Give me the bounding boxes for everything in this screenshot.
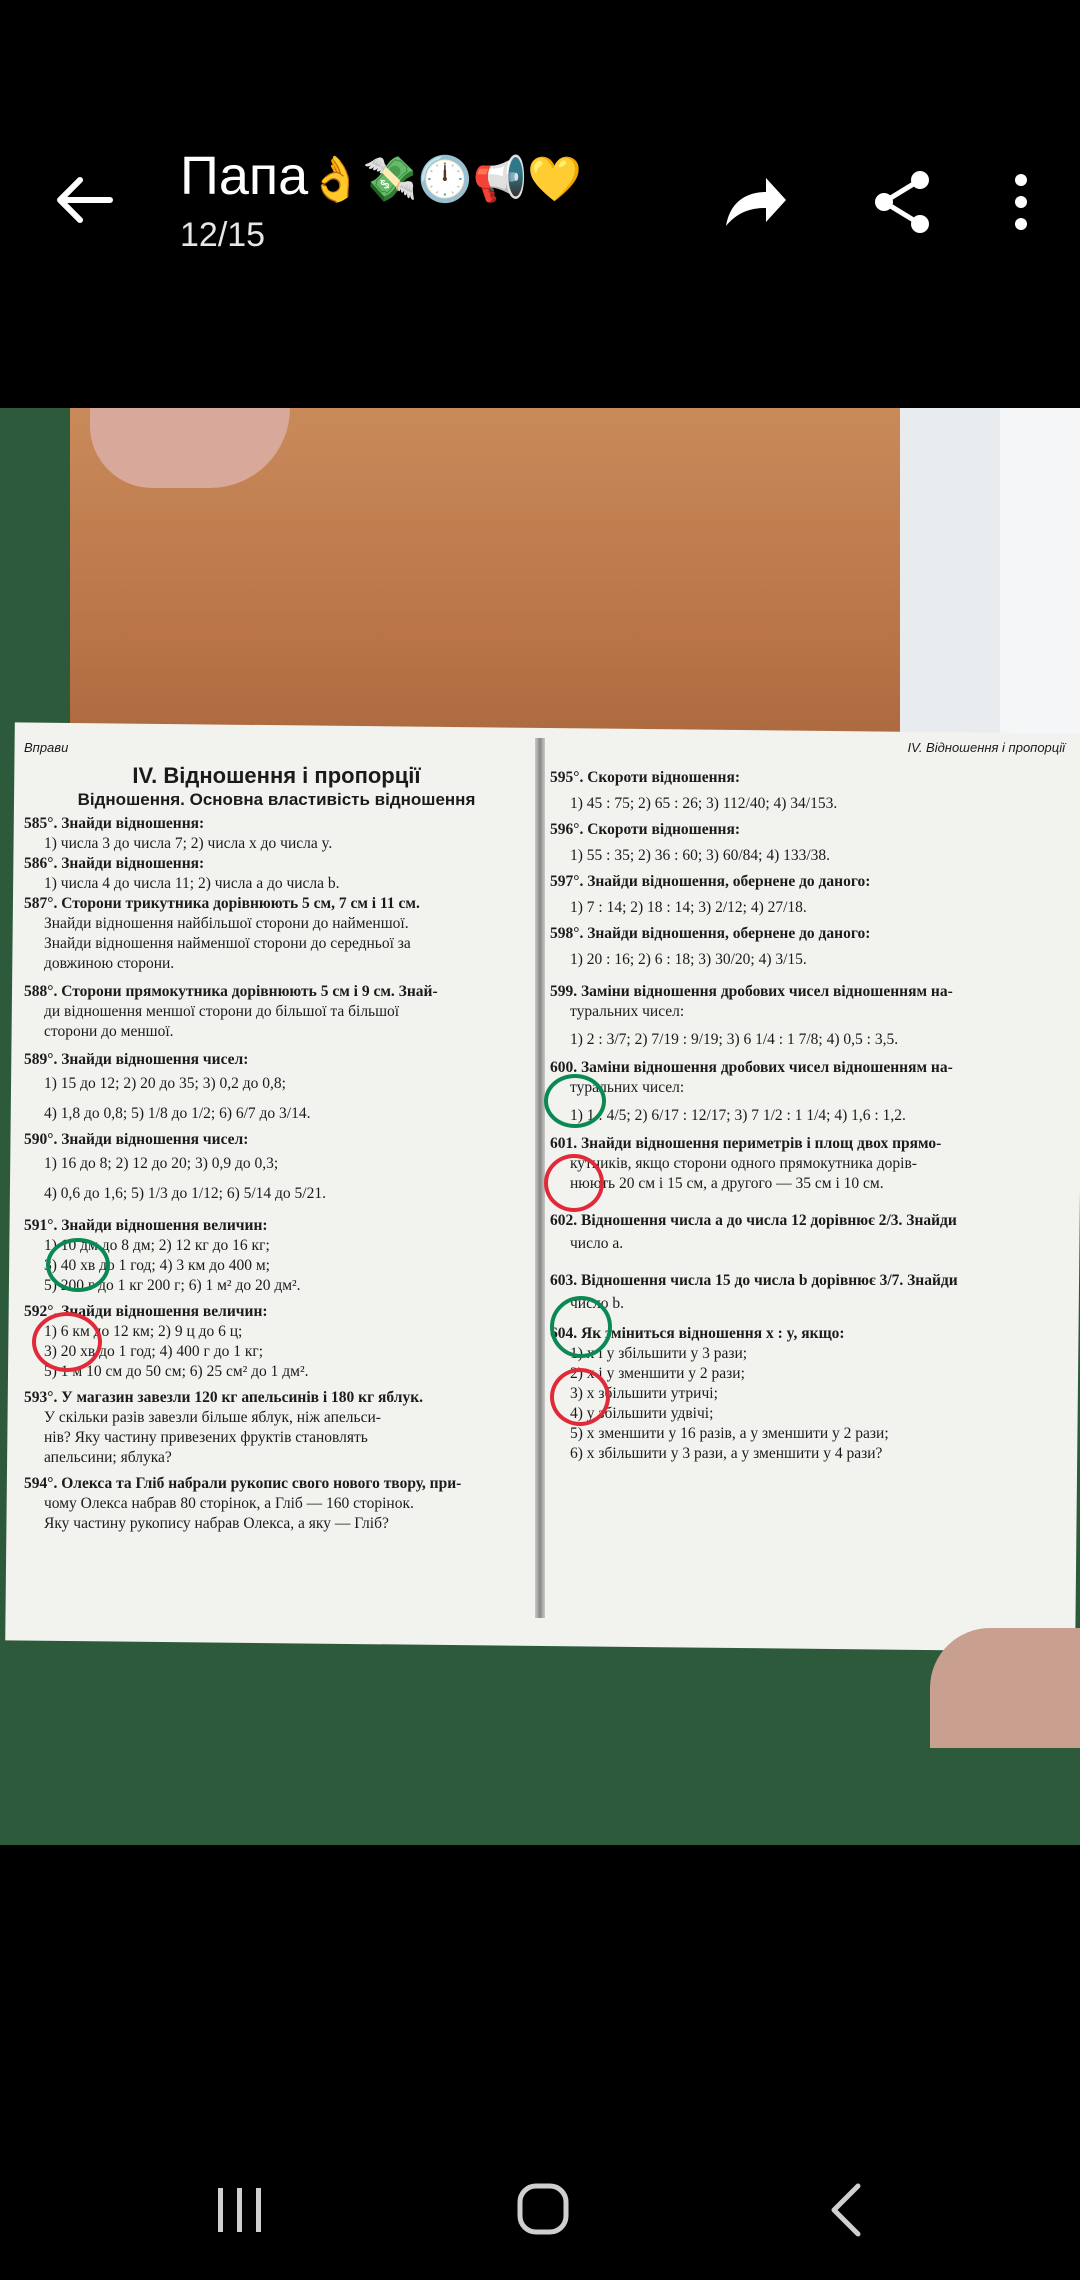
text-line: 4) 0,6 до 1,6; 5) 1/3 до 1/12; 6) 5/14 до 5/21.: [44, 1185, 326, 1202]
text-line: Знайди відношення найбільшої сторони до найменшої.: [44, 915, 409, 932]
text-line: 6) x збільшити у 3 рази, а y зменшити у 4 рази?: [570, 1445, 883, 1462]
text-line: 1) 20 : 16; 2) 6 : 18; 3) 30/20; 4) 3/15.: [570, 951, 807, 968]
viewer-top-bar: [0, 120, 1080, 280]
photo-image[interactable]: [0, 408, 1080, 1845]
text-line: 599. Заміни відношення дробових чисел відношенням на-: [550, 983, 953, 1000]
recents-icon[interactable]: [200, 2180, 280, 2240]
text-line: число a.: [570, 1235, 624, 1252]
hand-bottom-right: [930, 1628, 1080, 1748]
text-line: довжиною сторони.: [44, 955, 175, 972]
text-line: 2) x і y зменшити у 2 рази;: [570, 1365, 745, 1382]
text-line: нів? Яку частину привезених фруктів становлять: [44, 1429, 368, 1446]
text-line: Яку частину рукопису набрав Олекса, а яку — Гліб?: [44, 1515, 389, 1532]
back-icon[interactable]: [808, 2180, 888, 2240]
text-line: 1) 10 дм до 8 дм; 2) 12 кг до 16 кг;: [44, 1237, 270, 1254]
text-line: 1) числа 3 до числа 7; 2) числа x до числа y.: [44, 835, 333, 852]
text-line: 3) 40 хв до 1 год; 4) 3 км до 400 м;: [44, 1257, 270, 1274]
chapter-title: IV. Відношення і пропорції: [132, 763, 421, 788]
text-line: 604. Як зміниться відношення x : y, якщо:: [550, 1325, 845, 1342]
green-circle-mark: [550, 1296, 612, 1358]
right-page: [550, 738, 1065, 1464]
left-page: [24, 738, 529, 1534]
text-line: апельсини; яблука?: [44, 1449, 172, 1466]
text-line: Знайди відношення найменшої сторони до середньої за: [44, 935, 411, 952]
text-line: 1) 2 : 3/7; 2) 7/19 : 9/19; 3) 6 1/4 : 1 7/8; 4) 0,5 : 3,5.: [570, 1031, 899, 1048]
text-line: число b.: [570, 1295, 624, 1312]
text-line: 588°. Сторони прямокутника дорівнюють 5 см і 9 см. Знай-: [24, 983, 438, 1000]
text-line: 1) 6 км до 12 км; 2) 9 ц до 6 ц;: [44, 1323, 243, 1340]
text-line: чому Олекса набрав 80 сторінок, а Гліб — 160 сторінок.: [44, 1495, 414, 1512]
running-head-right: IV. Відношення і пропорції: [907, 740, 1065, 755]
text-line: 3) x збільшити утричі;: [570, 1385, 718, 1402]
text-line: 1) x і y збільшити у 3 рази;: [570, 1345, 748, 1362]
text-line: 601. Знайди відношення периметрів і площ двох прямо-: [550, 1135, 942, 1152]
media-counter: 12/15: [180, 216, 266, 254]
green-circle-mark: [46, 1238, 110, 1292]
text-line: 4) y збільшити удвічі;: [570, 1405, 714, 1422]
section-title: Відношення. Основна властивість відношення: [77, 790, 476, 809]
text-line: ди відношення меншої сторони до більшої та більшої: [44, 1003, 400, 1020]
text-line: 1) числа 4 до числа 11; 2) числа a до числа b.: [44, 875, 340, 892]
text-line: 4) 1,8 до 0,8; 5) 1/8 до 1/2; 6) 6/7 до 3/14.: [44, 1105, 311, 1122]
text-line: 5) x зменшити у 16 разів, а y зменшити у 2 рази;: [570, 1425, 889, 1442]
share-icon[interactable]: [864, 164, 940, 240]
text-line: 603. Відношення числа 15 до числа b дорівнює 3/7. Знайди: [550, 1272, 958, 1289]
text-line: 587°. Сторони трикутника дорівнюють 5 см, 7 см і 11 см.: [24, 895, 420, 912]
text-line: кутників, якщо сторони одного прямокутника дорів-: [570, 1155, 917, 1172]
red-circle-mark: [32, 1312, 102, 1372]
text-line: 1) 45 : 75; 2) 65 : 26; 3) 112/40; 4) 34/153.: [570, 795, 838, 812]
text-line: 585°. Знайди відношення:: [24, 815, 205, 832]
forward-icon[interactable]: [716, 164, 792, 240]
text-line: 597°. Знайди відношення, обернене до даного:: [550, 873, 871, 890]
green-circle-mark: [544, 1074, 606, 1128]
system-nav-bar: [0, 2130, 1080, 2280]
arrow-left-icon[interactable]: [48, 170, 118, 230]
paper-stack-edge: [1000, 408, 1080, 788]
home-icon[interactable]: [503, 2180, 583, 2240]
text-line: 1) 16 до 8; 2) 12 до 20; 3) 0,9 до 0,3;: [44, 1155, 279, 1172]
text-line: 586°. Знайди відношення:: [24, 855, 205, 872]
text-line: 596°. Скороти відношення:: [550, 821, 741, 838]
more-vert-icon[interactable]: [985, 164, 1045, 240]
text-line: У скільки разів завезли більше яблук, ніж апельси-: [44, 1409, 381, 1426]
text-line: 1) 55 : 35; 2) 36 : 60; 3) 60/84; 4) 133/38.: [570, 847, 831, 864]
text-line: 5) 200 г до 1 кг 200 г; 6) 1 м² до 20 дм².: [44, 1277, 301, 1294]
red-circle-mark: [544, 1154, 604, 1212]
text-line: 598°. Знайди відношення, обернене до даного:: [550, 925, 871, 942]
red-circle-mark: [550, 1368, 610, 1426]
contact-name: Папа: [180, 146, 309, 206]
text-line: сторони до меншої.: [44, 1023, 174, 1040]
text-line: 5) 1 м 10 см до 50 см; 6) 25 см² до 1 дм².: [44, 1363, 309, 1380]
text-line: 593°. У магазин завезли 120 кг апельсинів і 180 кг яблук.: [24, 1389, 424, 1406]
text-line: 589°. Знайди відношення чисел:: [24, 1051, 249, 1068]
text-line: туральних чисел:: [570, 1003, 685, 1020]
running-head-left: Вправи: [24, 740, 69, 755]
contact-emojis: 👌💸🕛📢💛: [308, 155, 583, 204]
text-line: 595°. Скороти відношення:: [550, 769, 741, 786]
text-line: 1) 1 : 4/5; 2) 6/17 : 12/17; 3) 7 1/2 : 1 1/4; 4) 1,6 : 1,2.: [570, 1107, 906, 1124]
text-line: 591°. Знайди відношення величин:: [24, 1217, 268, 1234]
text-line: 590°. Знайди відношення чисел:: [24, 1131, 249, 1148]
text-line: 3) 20 хв до 1 год; 4) 400 г до 1 кг;: [44, 1343, 264, 1360]
text-line: туральних чисел:: [570, 1079, 685, 1096]
contact-title: [180, 144, 582, 212]
text-line: 600. Заміни відношення дробових чисел відношенням на-: [550, 1059, 953, 1076]
text-line: нюють 20 см і 15 см, а другого — 35 см і 10 см.: [570, 1175, 884, 1192]
text-line: 602. Відношення числа a до числа 12 дорівнює 2/3. Знайди: [550, 1212, 957, 1229]
text-line: 592°. Знайди відношення величин:: [24, 1303, 268, 1320]
text-line: 1) 7 : 14; 2) 18 : 14; 3) 2/12; 4) 27/18.: [570, 899, 807, 916]
text-line: 594°. Олекса та Гліб набрали рукопис свого нового твору, при-: [24, 1475, 462, 1492]
text-line: 1) 15 до 12; 2) 20 до 35; 3) 0,2 до 0,8;: [44, 1075, 286, 1092]
